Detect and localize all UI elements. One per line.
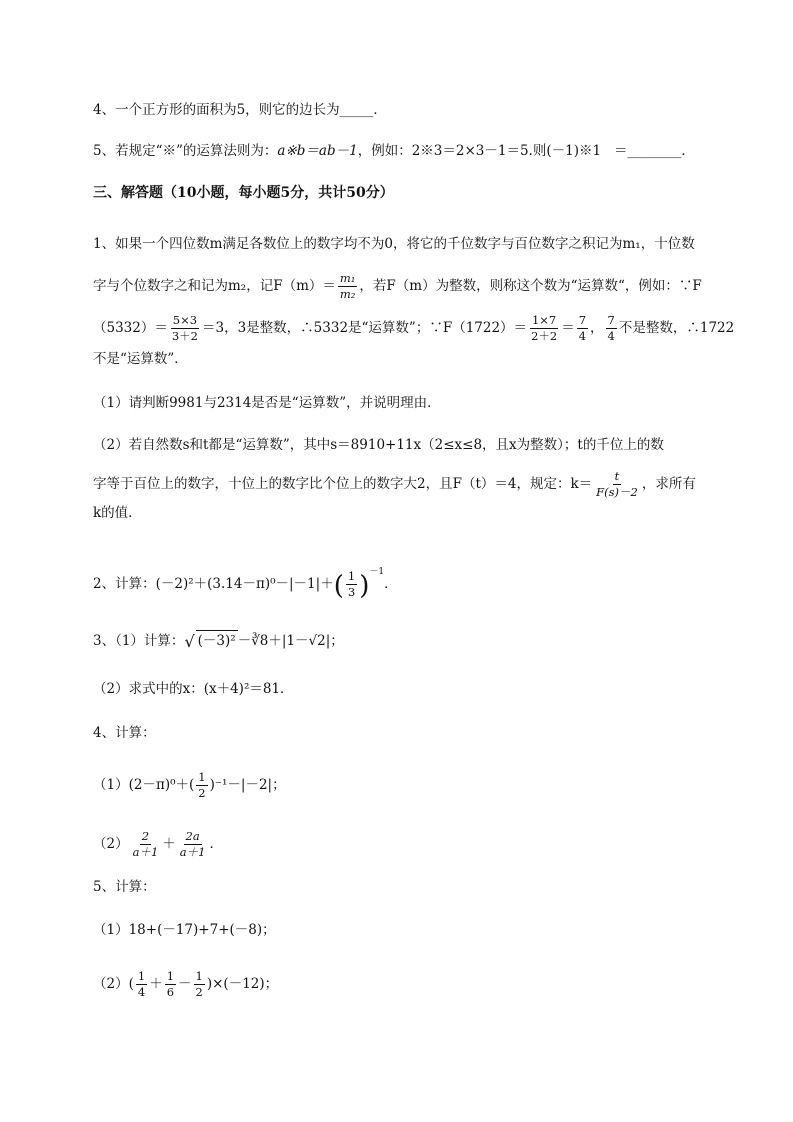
fraction-numerator: 1×7 [531, 313, 557, 327]
question-4-fill [93, 100, 387, 120]
problem-1-line-3-text-b: ＝3，3是整数，∴5332是“运算数”；∵F（1722）＝ [202, 320, 528, 336]
problem-3-sub-2: （2）求式中的x：(x＋4)²＝81． [93, 681, 294, 697]
fraction-numerator: 5×3 [172, 313, 198, 327]
paren-close: ) [359, 571, 370, 601]
problem-3-end: ； [330, 633, 344, 649]
question-5-blank: ＝________． [613, 143, 695, 159]
problem-4-label: 4、计算： [93, 725, 156, 741]
paren-open: ( [333, 571, 344, 601]
problem-1-sub-1: （1）请判断9981与2314是否是“运算数”，并说明理由． [93, 395, 441, 411]
problem-4-sub-2-end: ． [209, 836, 223, 852]
fraction-denominator: 4 [137, 985, 146, 999]
question-5-rule: a※b＝ab－1 [277, 143, 358, 159]
problem-4-sub-2-label: （2） [93, 836, 129, 852]
fraction-numerator: 7 [607, 313, 615, 327]
problem-1-sub-2-line-3: k的值． [93, 505, 142, 521]
absolute-value: |1－√2| [281, 633, 331, 649]
fraction-denominator: m₂ [339, 287, 356, 301]
sqrt-symbol: √ [184, 632, 195, 651]
question-4-text: 4、一个正方形的面积为5，则它的边长为_____． [93, 102, 387, 118]
problem-1-line-1: 1、如果一个四位数m满足各数位上的数字均不为0，将它的千位数字与百位数字之积记为m₁，十位数 [93, 236, 695, 252]
plus-operator: ＋ [149, 976, 163, 992]
problem-1-sub-2-line-2 [93, 470, 696, 499]
fraction-denominator: 2＋2 [531, 329, 558, 343]
problem-1-sub-2-text-b: ，求所有 [641, 476, 696, 492]
problem-1-line-3 [93, 314, 734, 343]
problem-1-line-2-text-a: 字与个位数字之和记为m₂，记F（m）＝ [93, 278, 336, 294]
problem-1-line-3-text-a: （5332）＝ [93, 320, 168, 336]
fraction-denominator: 3＋2 [171, 329, 198, 343]
problem-3-sub-1 [93, 630, 344, 652]
fraction-numerator: 1 [195, 969, 203, 983]
minus-operator: － [178, 976, 192, 992]
fraction-denominator: 2 [198, 786, 206, 800]
problem-2-expression: (－2)²＋(3.14－π)⁰－|－1|＋ [155, 576, 334, 592]
fraction-1-2 [196, 771, 207, 800]
fraction-numerator: 2a [185, 829, 200, 843]
problem-5-sub-1: （1）18+(－17)+7+(－8)； [93, 922, 276, 938]
problem-4-sub-1-text-a: （1）(2－π)⁰＋( [93, 777, 195, 793]
fraction-7-4-b [606, 314, 617, 343]
problem-1-line-4: 不是“运算数”． [93, 351, 188, 367]
fraction-denominator: 4 [578, 329, 587, 343]
fraction-1-4 [136, 970, 147, 999]
fraction-denominator: 4 [607, 329, 615, 343]
fraction-numerator: 1 [137, 969, 146, 983]
fraction-1-2 [194, 970, 205, 999]
fraction-denominator: 2 [195, 985, 203, 999]
fraction-7-4-a [577, 314, 588, 343]
problem-2-label: 2、计算： [93, 576, 156, 592]
problem-3-label: 3、（1）计算： [93, 633, 185, 649]
fraction-1x7 [529, 314, 559, 343]
fraction-numerator: 1 [166, 969, 175, 983]
fraction-denominator: 6 [166, 985, 175, 999]
problem-1-line-2-text-b: ，若F（m）为整数，则称这个数为“运算数“，例如：∵F [359, 278, 702, 294]
fraction-denominator: a＋1 [132, 845, 159, 859]
problem-5-label: 5、计算： [93, 879, 156, 895]
fraction-numerator: 1 [198, 770, 206, 784]
section-3-heading: 三、解答题（10小题，每小题5分，共计50分） [93, 185, 394, 201]
fraction-2a-over-a1 [178, 830, 208, 859]
problem-2-end: ． [384, 576, 398, 592]
problem-4-sub-1 [93, 771, 286, 800]
problem-2 [93, 562, 398, 599]
problem-1-sub-2-text-a: 字等于百位上的数字，十位上的数字比个位上的数字大2，且F（t）＝4，规定：k＝ [93, 476, 593, 492]
fraction-denominator: a＋1 [179, 845, 206, 859]
problem-1-line-3-text-d: ， [590, 320, 604, 336]
question-5-example: ，例如：2※3＝2×3－1＝5.则(－1)※1 [357, 143, 602, 159]
problem-5-sub-2 [93, 970, 278, 999]
problem-5-sub-2-text-b: )×(－12)； [206, 976, 279, 992]
problem-1-line-2 [93, 272, 702, 301]
fraction-5x3 [170, 314, 200, 343]
question-5-fill [93, 141, 695, 161]
problem-4-sub-2 [93, 830, 223, 859]
fraction-numerator: m₁ [339, 271, 356, 285]
fraction-m1-over-m2 [338, 272, 358, 301]
fraction-numerator: 2 [141, 829, 150, 843]
question-5-prefix: 5、若规定“※”的运算法则为： [93, 143, 278, 159]
problem-3-mid: －∛8＋ [237, 633, 282, 649]
problem-5-sub-2-text-a: （2）( [93, 976, 134, 992]
fraction-1-3 [346, 570, 357, 599]
radicand: (－3)² [196, 630, 238, 651]
fraction-numerator: 1 [347, 569, 356, 583]
fraction-1-6 [165, 970, 176, 999]
fraction-denominator: F(s)－2 [596, 485, 638, 499]
problem-1-line-3-text-e: 不是整数，∴1722 [618, 320, 735, 336]
fraction-denominator: 3 [347, 585, 356, 599]
fraction-numerator: 7 [578, 313, 587, 327]
problem-1-line-3-text-c: ＝ [561, 320, 575, 336]
problem-4-sub-1-text-b: )⁻¹－|－2|； [209, 777, 286, 793]
problem-1-sub-2-line-1: （2）若自然数s和t都是“运算数”，其中s＝8910+11x（2≤x≤8，且x为整数）；t的千位上的数 [93, 437, 664, 453]
fraction-t-over-fs [594, 470, 640, 499]
fraction-2-over-a1 [131, 830, 161, 859]
plus-operator: ＋ [162, 836, 176, 852]
fraction-numerator: t [614, 469, 620, 483]
power-exponent: －1 [369, 567, 385, 577]
